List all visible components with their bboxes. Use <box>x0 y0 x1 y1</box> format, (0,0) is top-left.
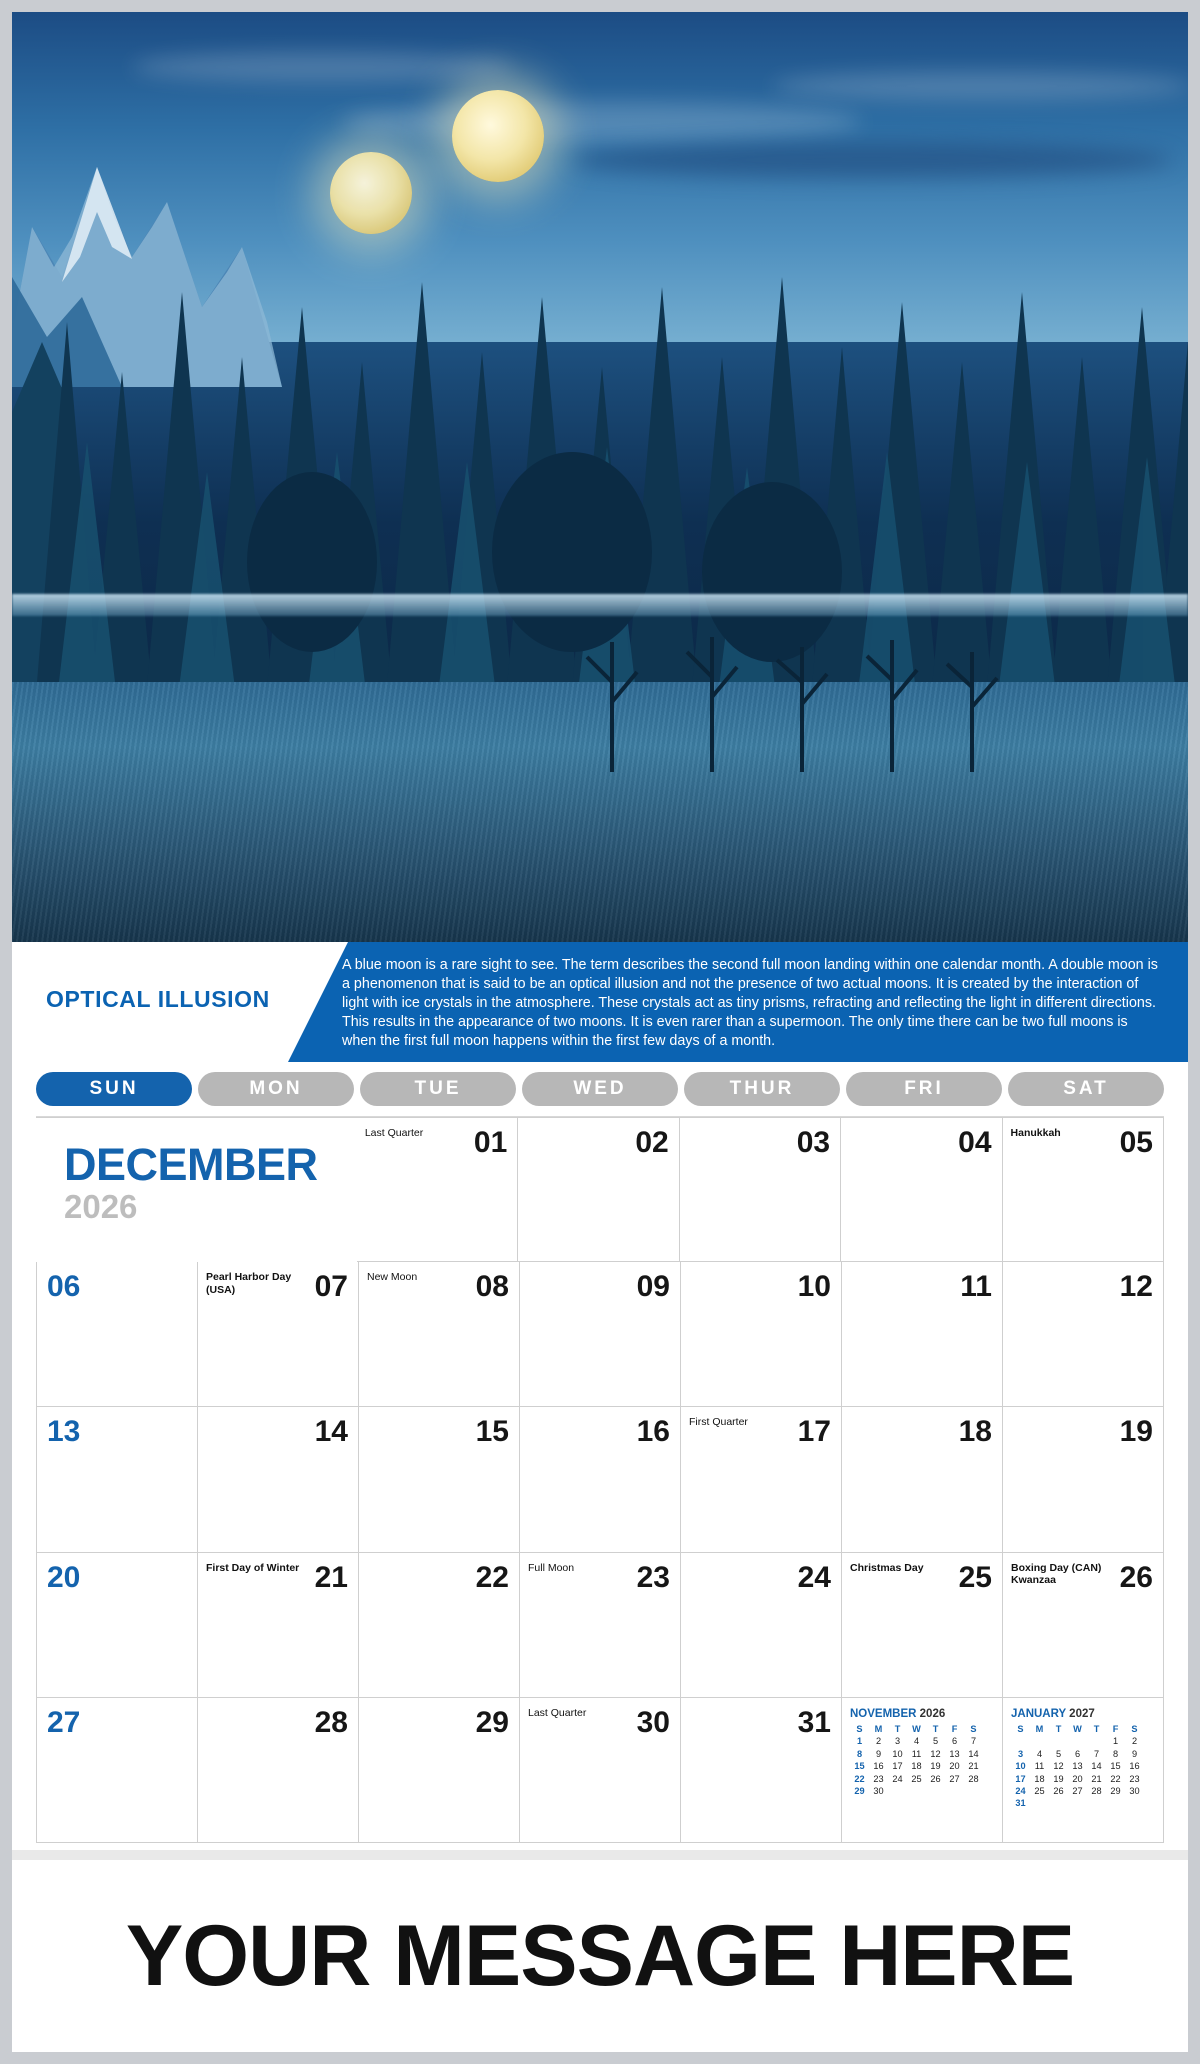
mini-day: 27 <box>1072 1785 1083 1796</box>
mini-dow: M <box>874 1723 883 1734</box>
day-event: Full Moon <box>528 1561 575 1574</box>
mini-day: 14 <box>968 1748 979 1759</box>
day-cell[interactable] <box>198 1553 359 1698</box>
mini-dow: W <box>1073 1723 1082 1734</box>
month-year: 2026 <box>64 1188 138 1225</box>
cloud-decoration <box>572 142 1172 178</box>
mini-dow: T <box>894 1723 901 1734</box>
day-event: First Quarter <box>689 1416 748 1429</box>
day-cell[interactable] <box>842 1407 1003 1552</box>
mini-calendar-title <box>850 1708 990 1720</box>
day-number: 11 <box>960 1270 992 1304</box>
day-event-line: Boxing Day (CAN) <box>1011 1561 1102 1574</box>
mini-day: 2 <box>1131 1736 1138 1747</box>
day-cell[interactable] <box>518 1117 679 1262</box>
day-event: Last Quarter <box>364 1127 424 1139</box>
mini-day: 27 <box>949 1773 960 1784</box>
day-cell[interactable] <box>1003 1553 1164 1698</box>
day-number: 02 <box>635 1126 669 1159</box>
mini-day <box>1030 1735 1049 1747</box>
month-title-cell <box>36 1117 318 1262</box>
day-number: 25 <box>958 1560 992 1594</box>
mini-day <box>1049 1797 1068 1809</box>
mini-day <box>907 1785 926 1797</box>
mini-dow: S <box>1131 1723 1138 1734</box>
mini-day: 12 <box>1053 1761 1064 1772</box>
mini-day: 30 <box>873 1785 884 1796</box>
mini-day: 26 <box>930 1773 941 1784</box>
day-number: 06 <box>47 1270 81 1304</box>
mini-day: 6 <box>1074 1748 1081 1759</box>
mini-day: 29 <box>854 1785 865 1796</box>
mini-day: 13 <box>1072 1761 1083 1772</box>
mini-dow: T <box>932 1723 939 1734</box>
day-cell[interactable] <box>357 1117 518 1262</box>
mini-day: 11 <box>1034 1761 1045 1772</box>
mini-day: 3 <box>1017 1748 1024 1759</box>
mini-day: 18 <box>1034 1773 1045 1784</box>
mini-day <box>945 1785 964 1797</box>
mini-day <box>1011 1735 1030 1747</box>
day-cell[interactable] <box>198 1407 359 1552</box>
mini-day: 25 <box>911 1773 922 1784</box>
day-cell[interactable] <box>359 1698 520 1843</box>
mini-day: 23 <box>1129 1773 1140 1784</box>
day-cell[interactable] <box>680 1117 841 1262</box>
mini-day: 24 <box>892 1773 903 1784</box>
day-number: 10 <box>797 1270 831 1304</box>
day-cell[interactable] <box>1003 1117 1164 1262</box>
day-number: 15 <box>475 1415 509 1449</box>
day-cell[interactable] <box>359 1553 520 1698</box>
mini-day: 24 <box>1015 1785 1026 1796</box>
caption-band <box>12 942 1188 1062</box>
day-number: 29 <box>475 1705 509 1739</box>
weekday-wed: WED <box>522 1072 678 1106</box>
calendar-page <box>12 12 1188 2052</box>
mini-day <box>1068 1797 1087 1809</box>
mini-day: 9 <box>1131 1748 1138 1759</box>
mini-day: 25 <box>1034 1785 1045 1796</box>
mini-day: 11 <box>911 1748 922 1759</box>
mini-dow: W <box>912 1723 921 1734</box>
weekday-fri: FRI <box>846 1072 1002 1106</box>
mini-dow: S <box>970 1723 977 1734</box>
day-event: Pearl Harbor Day (USA) <box>206 1271 292 1296</box>
mini-day: 10 <box>1015 1761 1026 1772</box>
day-number: 16 <box>636 1415 670 1449</box>
mini-day: 14 <box>1091 1761 1102 1772</box>
mini-dow: S <box>856 1723 863 1734</box>
mini-day <box>1068 1735 1087 1747</box>
mini-day: 28 <box>968 1773 979 1784</box>
mini-day: 16 <box>1129 1761 1140 1772</box>
mini-day: 20 <box>1072 1773 1083 1784</box>
mini-dow: M <box>1035 1723 1044 1734</box>
day-number: 01 <box>473 1126 508 1159</box>
day-event: New Moon <box>367 1271 418 1284</box>
day-number: 09 <box>636 1270 670 1304</box>
mini-day: 7 <box>1093 1748 1100 1759</box>
mini-day: 7 <box>970 1736 977 1747</box>
day-event <box>1011 1562 1111 1588</box>
day-number: 28 <box>314 1705 348 1739</box>
mini-day: 5 <box>1055 1748 1062 1759</box>
mini-day: 8 <box>1112 1748 1119 1759</box>
mini-day: 6 <box>951 1736 958 1747</box>
mini-day: 28 <box>1091 1785 1102 1796</box>
day-number: 13 <box>47 1415 81 1449</box>
mini-day: 20 <box>949 1761 960 1772</box>
day-cell[interactable] <box>842 1553 1003 1698</box>
day-number: 12 <box>1119 1270 1153 1304</box>
mini-day: 16 <box>873 1761 884 1772</box>
mini-day: 21 <box>968 1761 979 1772</box>
day-cell[interactable] <box>1003 1262 1164 1407</box>
month-title-cell-2 <box>196 1117 356 1262</box>
mini-day: 4 <box>1036 1748 1043 1759</box>
cloud-decoration <box>132 52 512 82</box>
weekday-thur: THUR <box>684 1072 840 1106</box>
day-number: 08 <box>475 1270 509 1304</box>
day-number: 21 <box>314 1560 348 1594</box>
day-event: First Day of Winter <box>206 1561 300 1574</box>
day-cell[interactable] <box>36 1553 198 1698</box>
calendar-week-row <box>36 1262 1164 1407</box>
mini-day: 17 <box>892 1761 903 1772</box>
mini-day: 15 <box>854 1761 865 1772</box>
day-number: 24 <box>797 1560 831 1594</box>
day-number: 22 <box>475 1560 509 1594</box>
mini-dow: F <box>1112 1723 1119 1734</box>
mini-day: 15 <box>1110 1761 1121 1772</box>
mini-dow: F <box>951 1723 958 1734</box>
weekday-tue: TUE <box>360 1072 516 1106</box>
mini-day: 21 <box>1091 1773 1102 1784</box>
day-number: 04 <box>958 1126 992 1159</box>
day-event: Hanukkah <box>1010 1127 1061 1139</box>
advertisement-text: YOUR MESSAGE HERE <box>125 1907 1075 2004</box>
day-number: 23 <box>636 1560 670 1594</box>
day-number: 26 <box>1119 1560 1153 1594</box>
day-cell[interactable] <box>520 1262 681 1407</box>
mini-day: 18 <box>911 1761 922 1772</box>
day-cell[interactable] <box>681 1407 842 1552</box>
day-number: 18 <box>958 1415 992 1449</box>
mini-month-year: 2026 <box>919 1707 946 1720</box>
mini-day: 13 <box>949 1748 960 1759</box>
day-cell[interactable] <box>681 1262 842 1407</box>
day-cell[interactable] <box>198 1698 359 1843</box>
mini-day: 23 <box>873 1773 884 1784</box>
day-event: Last Quarter <box>528 1706 587 1719</box>
weekday-header-row <box>36 1072 1164 1106</box>
weekday-sat: SAT <box>1008 1072 1164 1106</box>
mini-month-name: JANUARY <box>1011 1707 1066 1720</box>
mini-day <box>964 1785 983 1797</box>
day-cell[interactable] <box>359 1262 520 1407</box>
day-cell[interactable] <box>681 1698 842 1843</box>
mini-day: 9 <box>875 1748 882 1759</box>
day-cell[interactable] <box>198 1262 359 1407</box>
mini-calendar-next-cell <box>1003 1698 1164 1843</box>
day-number: 14 <box>314 1415 348 1449</box>
day-number: 03 <box>796 1126 831 1159</box>
mini-day <box>1087 1797 1106 1809</box>
mini-day <box>926 1785 945 1797</box>
mini-day <box>888 1785 907 1797</box>
weekday-mon: MON <box>198 1072 354 1106</box>
mini-day: 2 <box>875 1736 882 1747</box>
bare-trees <box>12 612 1188 772</box>
mini-day: 22 <box>854 1773 865 1784</box>
mini-day: 10 <box>892 1748 903 1759</box>
mini-day: 19 <box>930 1761 941 1772</box>
day-number: 17 <box>797 1415 831 1449</box>
caption-title: OPTICAL ILLUSION <box>46 986 270 1012</box>
cloud-decoration <box>772 72 1188 100</box>
day-cell[interactable] <box>359 1407 520 1552</box>
day-cell[interactable] <box>681 1553 842 1698</box>
mini-day <box>1030 1797 1049 1809</box>
mini-month-year: 2027 <box>1069 1707 1095 1720</box>
mini-calendar-title <box>1011 1708 1151 1720</box>
advertisement-area[interactable] <box>12 1860 1188 2052</box>
calendar-grid <box>36 1116 1164 1843</box>
mini-day: 30 <box>1129 1785 1140 1796</box>
mini-day: 29 <box>1110 1785 1121 1796</box>
header-photo <box>12 12 1188 942</box>
day-number: 31 <box>797 1705 831 1739</box>
day-number: 19 <box>1119 1415 1153 1449</box>
mini-day: 19 <box>1053 1773 1064 1784</box>
calendar-week-row <box>36 1407 1164 1552</box>
calendar-week-row <box>36 1117 1164 1262</box>
mini-day: 17 <box>1015 1773 1026 1784</box>
mini-month-name: NOVEMBER <box>850 1707 917 1720</box>
mini-day <box>1106 1797 1125 1809</box>
mini-day: 8 <box>856 1748 863 1759</box>
day-number: 07 <box>314 1270 348 1304</box>
mini-day: 1 <box>1112 1736 1119 1747</box>
calendar-week-row <box>36 1553 1164 1698</box>
day-number: 20 <box>47 1560 81 1594</box>
mini-day: 5 <box>932 1736 939 1747</box>
mini-day: 12 <box>930 1748 941 1759</box>
day-cell[interactable] <box>842 1262 1003 1407</box>
mini-calendar-grid <box>850 1723 983 1797</box>
mini-day: 4 <box>913 1736 920 1747</box>
day-event-line: Kwanzaa <box>1011 1574 1056 1587</box>
day-cell[interactable] <box>520 1407 681 1552</box>
mini-dow: S <box>1017 1723 1024 1734</box>
mini-day <box>1125 1797 1144 1809</box>
day-number: 30 <box>636 1705 670 1739</box>
mini-day: 26 <box>1053 1785 1064 1796</box>
mini-day: 1 <box>856 1736 863 1747</box>
mini-dow: T <box>1093 1723 1100 1734</box>
month-name: DECEMBER <box>64 1139 318 1190</box>
mini-day <box>1087 1735 1106 1747</box>
day-cell[interactable] <box>520 1553 681 1698</box>
mini-dow: T <box>1055 1723 1062 1734</box>
day-cell[interactable] <box>520 1698 681 1843</box>
mini-day <box>1049 1735 1068 1747</box>
day-cell[interactable] <box>36 1698 198 1843</box>
mini-calendar-november <box>850 1708 990 1797</box>
caption-text: A blue moon is a rare sight to see. The term describes the second full moon landing within one calendar month. A double moon is a phenomenon that is said to be an optical illusion and not the presence of two actual moons. It is created by the interaction of light with ice crystals in the atmosphere. These crystals act as tiny prisms, refracting and reflecting the light in different directions. This results in the appearance of two moons. It is even rarer than a supermoon. The only time there can be two full moons is when the first full moon happens within the first few days of a month. <box>342 957 1158 1049</box>
day-number: 27 <box>47 1705 81 1739</box>
mini-calendar-grid <box>1011 1723 1144 1810</box>
day-cell[interactable] <box>36 1262 198 1407</box>
mini-day: 22 <box>1110 1773 1121 1784</box>
full-moon-icon <box>452 90 544 182</box>
mini-calendar-january <box>1011 1708 1151 1810</box>
day-cell[interactable] <box>1003 1407 1164 1552</box>
ad-separator <box>12 1850 1188 1860</box>
mini-day: 3 <box>894 1736 901 1747</box>
day-cell[interactable] <box>841 1117 1002 1262</box>
calendar-week-row <box>36 1698 1164 1843</box>
mini-calendar-prev-cell <box>842 1698 1003 1843</box>
day-cell[interactable] <box>36 1407 198 1552</box>
day-number: 05 <box>1119 1126 1153 1159</box>
day-event: Christmas Day <box>850 1561 924 1574</box>
mini-day: 31 <box>1015 1798 1026 1809</box>
weekday-sun: SUN <box>36 1072 192 1106</box>
